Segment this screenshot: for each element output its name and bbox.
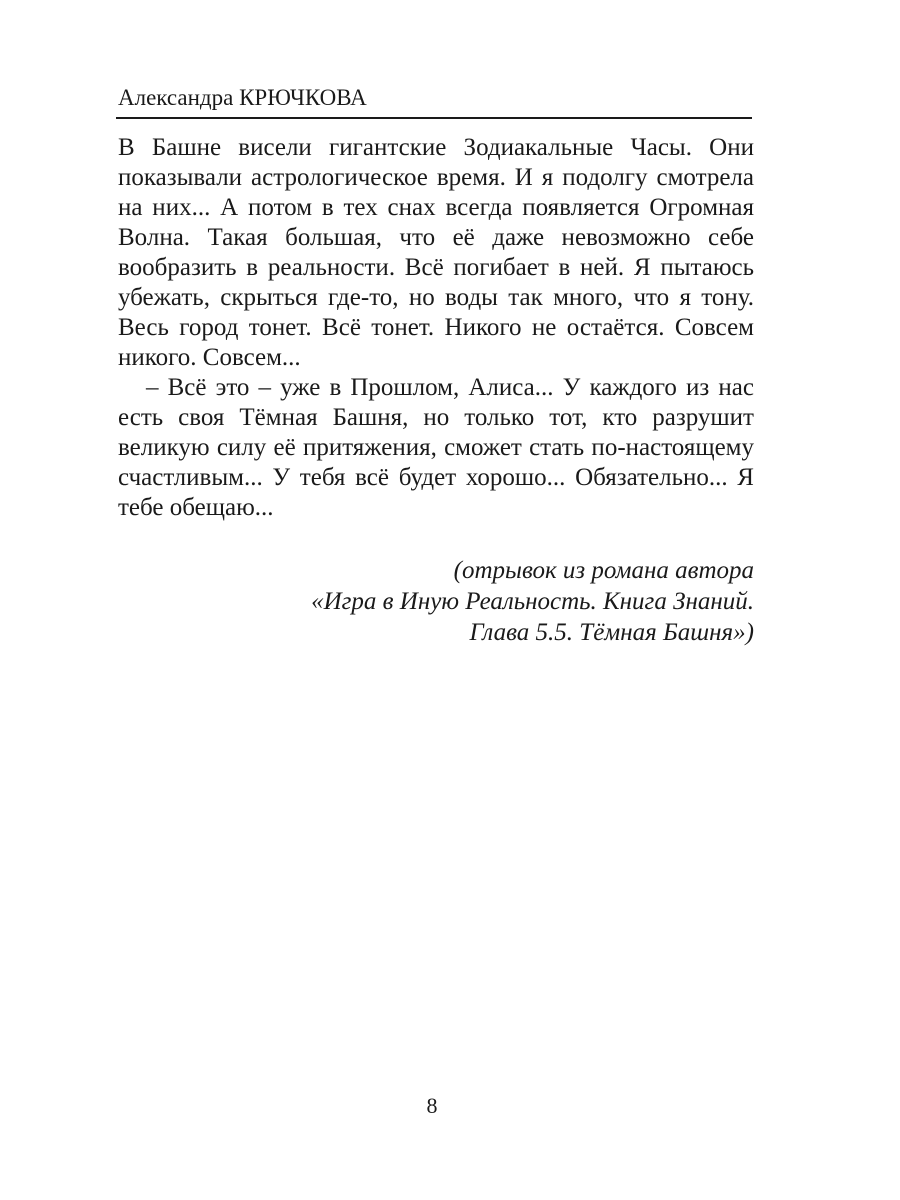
citation	[311, 555, 754, 648]
paragraph-narration: В Башне висели гигантские Зодиакальные Часы. Они показывали астрологическое время. И я подолгу смотрела на них... А потом в тех снах всегда появляется Огромная Волна. Такая большая, что её даже невозможно себе вообразить в реальности. Всё погибает в ней. Я пытаюсь убежать, скрыться где-то, но воды так много, что я тону. Весь город тонет. Всё тонет. Никого не остаётся. Совсем никого. Совсем...	[118, 134, 754, 371]
citation-line: (отрывок из романа автора	[453, 557, 754, 584]
citation-line: Глава 5.5. Тёмная Башня»)	[469, 619, 754, 646]
body-text	[118, 133, 754, 523]
page-number: 8	[426, 1093, 438, 1118]
citation-line: «Игра в Иную Реальность. Книга Знаний.	[311, 588, 754, 615]
running-header-author: Александра КРЮЧКОВА	[118, 85, 367, 110]
header-rule	[116, 117, 752, 119]
paragraph-dialogue: – Всё это – уже в Прошлом, Алиса... У каждого из нас есть своя Тёмная Башня, но только тот, кто разрушит великую силу её притяжения, сможет стать по-настоящему счастливым... У тебя всё будет хорошо... Обязательно... Я тебе обещаю...	[118, 374, 754, 521]
